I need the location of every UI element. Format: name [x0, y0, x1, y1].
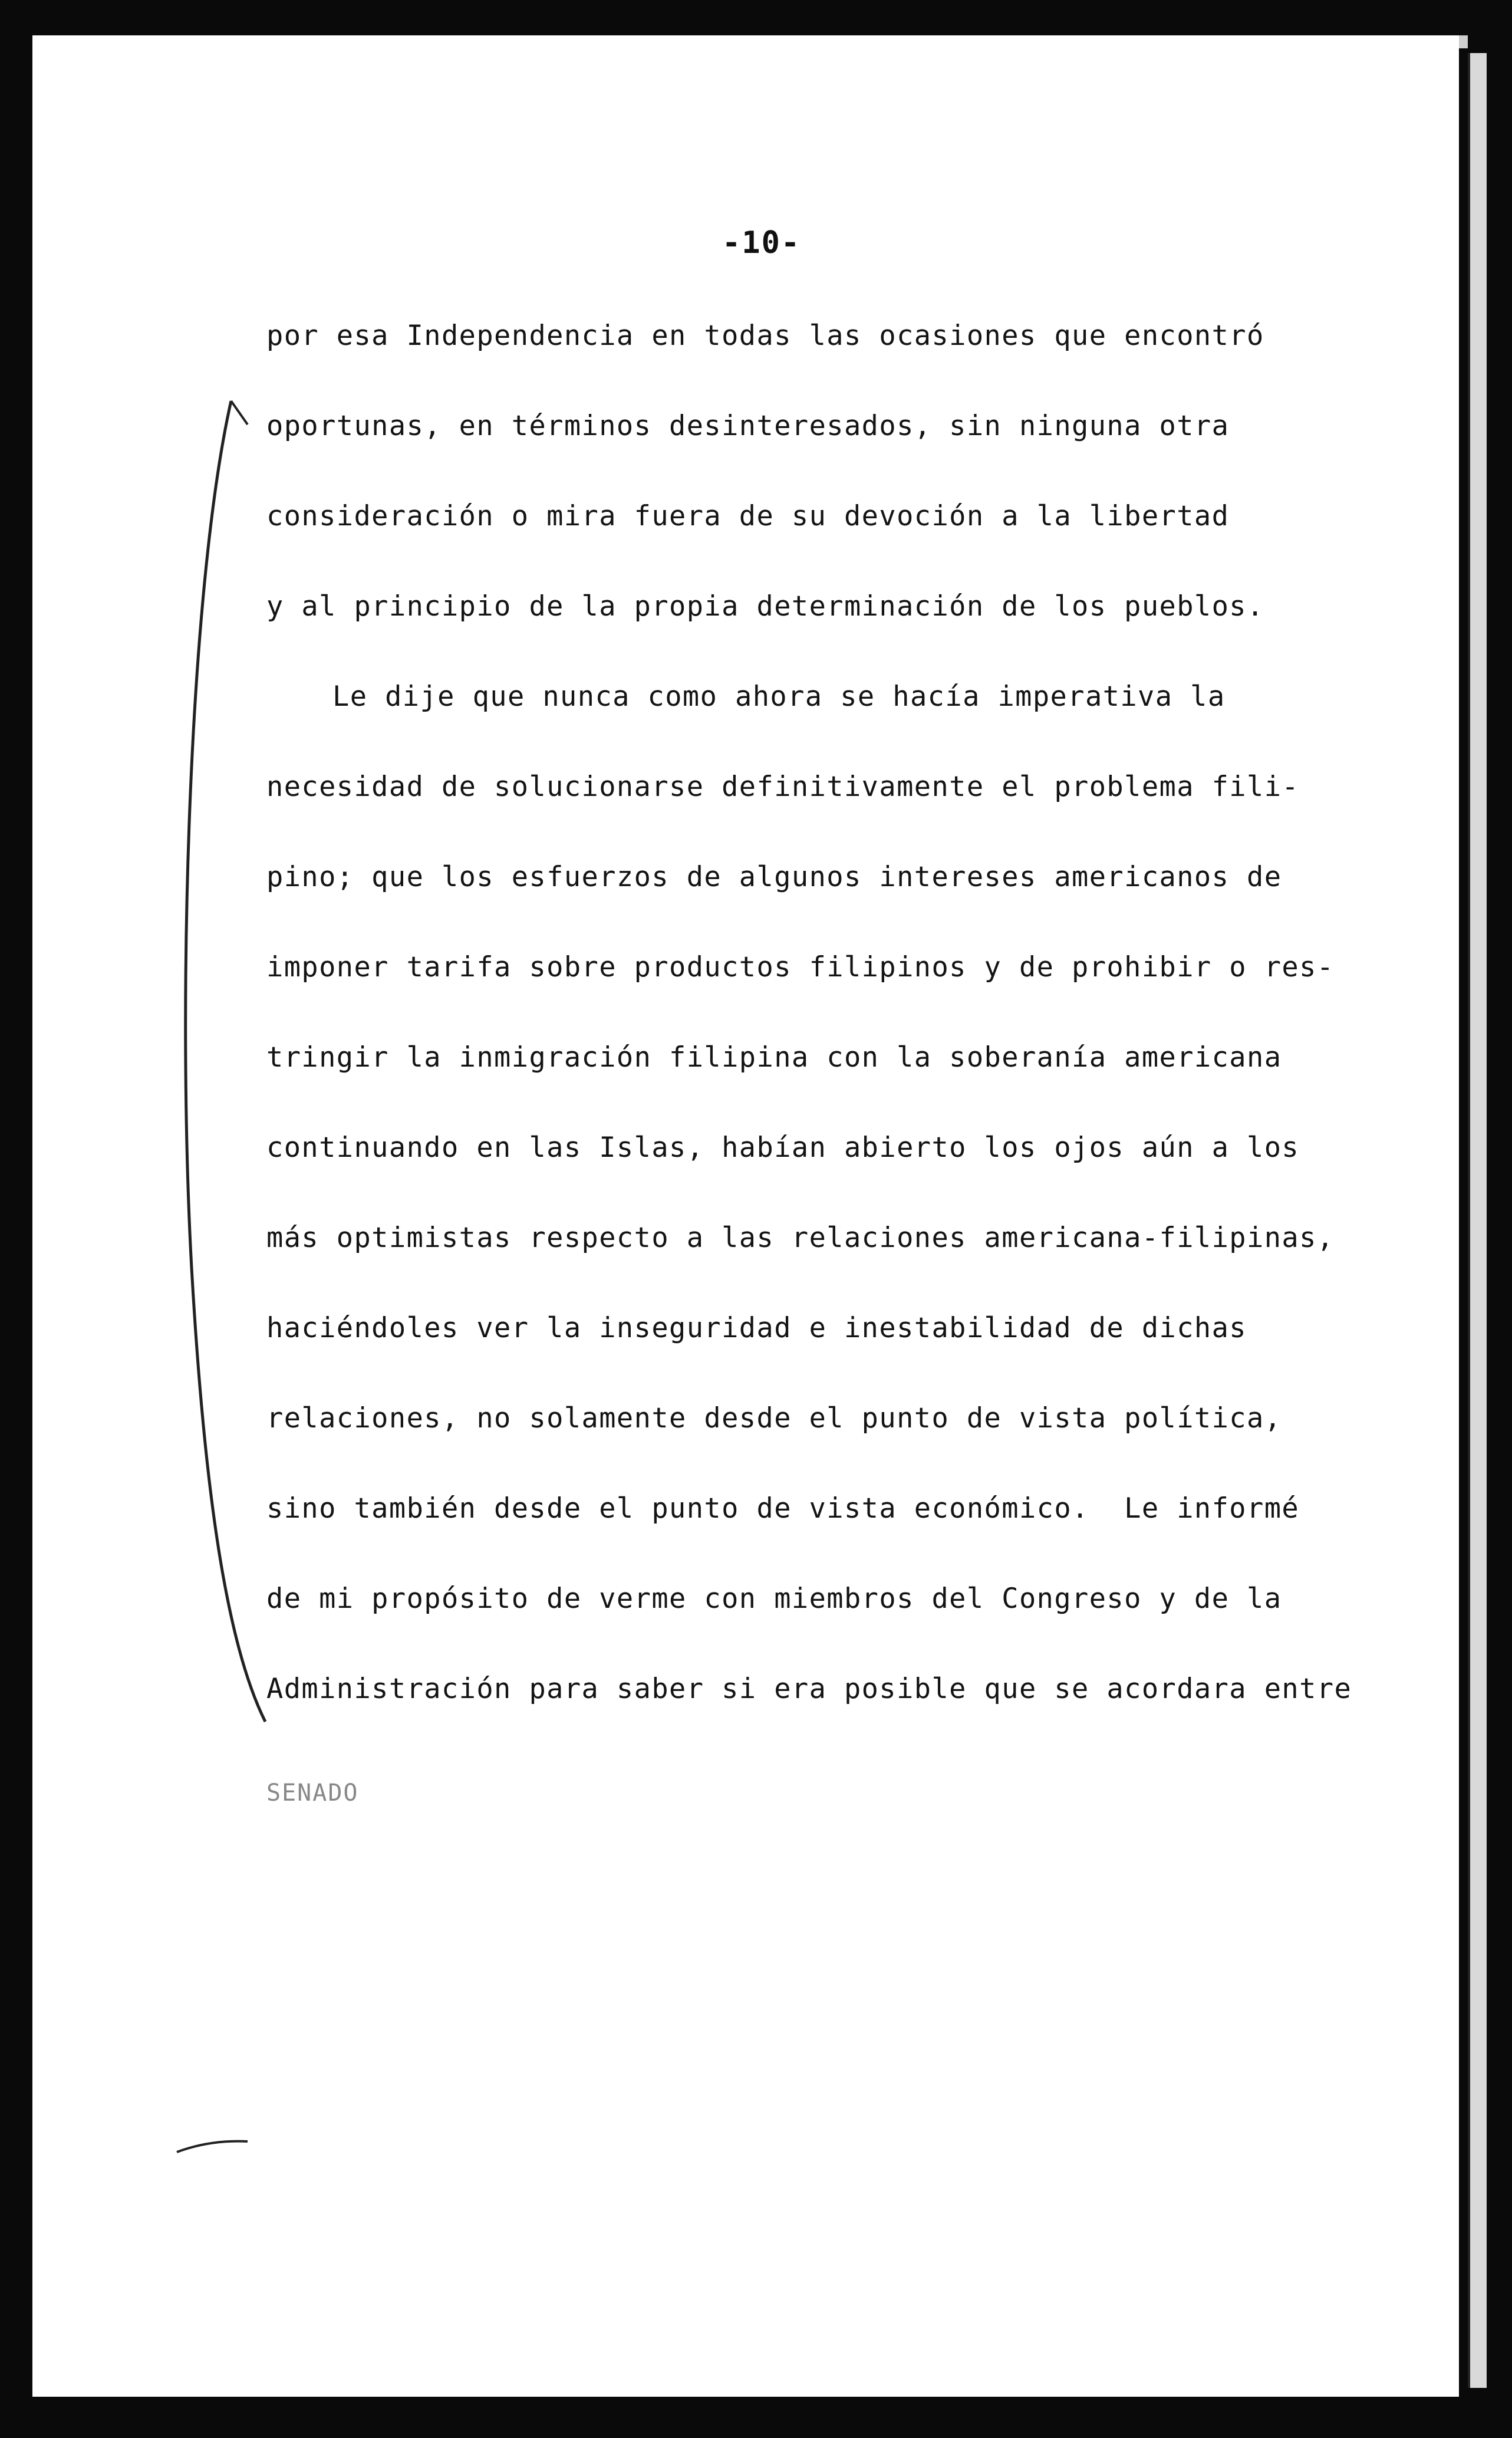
text-line-3: consideración o mira fuera de su devoción a la libertad — [266, 500, 1230, 532]
text-line-11: más optimistas respecto a las relaciones americana-filipinas, — [266, 1222, 1335, 1254]
text-line-13: relaciones, no solamente desde el punto de vista política, — [266, 1402, 1282, 1434]
text-line-8: imponer tarifa sobre productos filipinos y de prohibir o res- — [266, 951, 1335, 983]
page-number: -10- — [722, 225, 801, 261]
text-line-6: necesidad de solucionarse definitivamente el problema fili- — [266, 771, 1300, 803]
text-line-2: oportunas, en términos desinteresados, sin ninguna otra — [266, 410, 1230, 442]
text-line-16: Administración para saber si era posible que se acordara entre — [266, 1673, 1352, 1705]
text-line-15: de mi propósito de verme con miembros del Congreso y de la — [266, 1582, 1282, 1615]
paper-sheet — [32, 35, 1459, 2397]
text-line-14: sino también desde el punto de vista económico. Le informé — [266, 1492, 1300, 1525]
text-line-10: continuando en las Islas, habían abierto los ojos aún a los — [266, 1131, 1300, 1164]
page-side-edge — [1468, 53, 1487, 2388]
text-line-1: por esa Independencia en todas las ocasiones que encontró — [266, 320, 1264, 352]
faint-footer-mark: SENADO — [266, 1779, 359, 1807]
text-line-5: Le dije que nunca como ahora se hacía imperativa la — [332, 680, 1226, 713]
text-line-7: pino; que los esfuerzos de algunos intereses americanos de — [266, 861, 1282, 893]
text-line-12: haciéndoles ver la inseguridad e inestabilidad de dichas — [266, 1312, 1247, 1344]
text-line-9: tringir la inmigración filipina con la soberanía americana — [266, 1041, 1282, 1074]
text-line-4: y al principio de la propia determinación de los pueblos. — [266, 590, 1264, 623]
